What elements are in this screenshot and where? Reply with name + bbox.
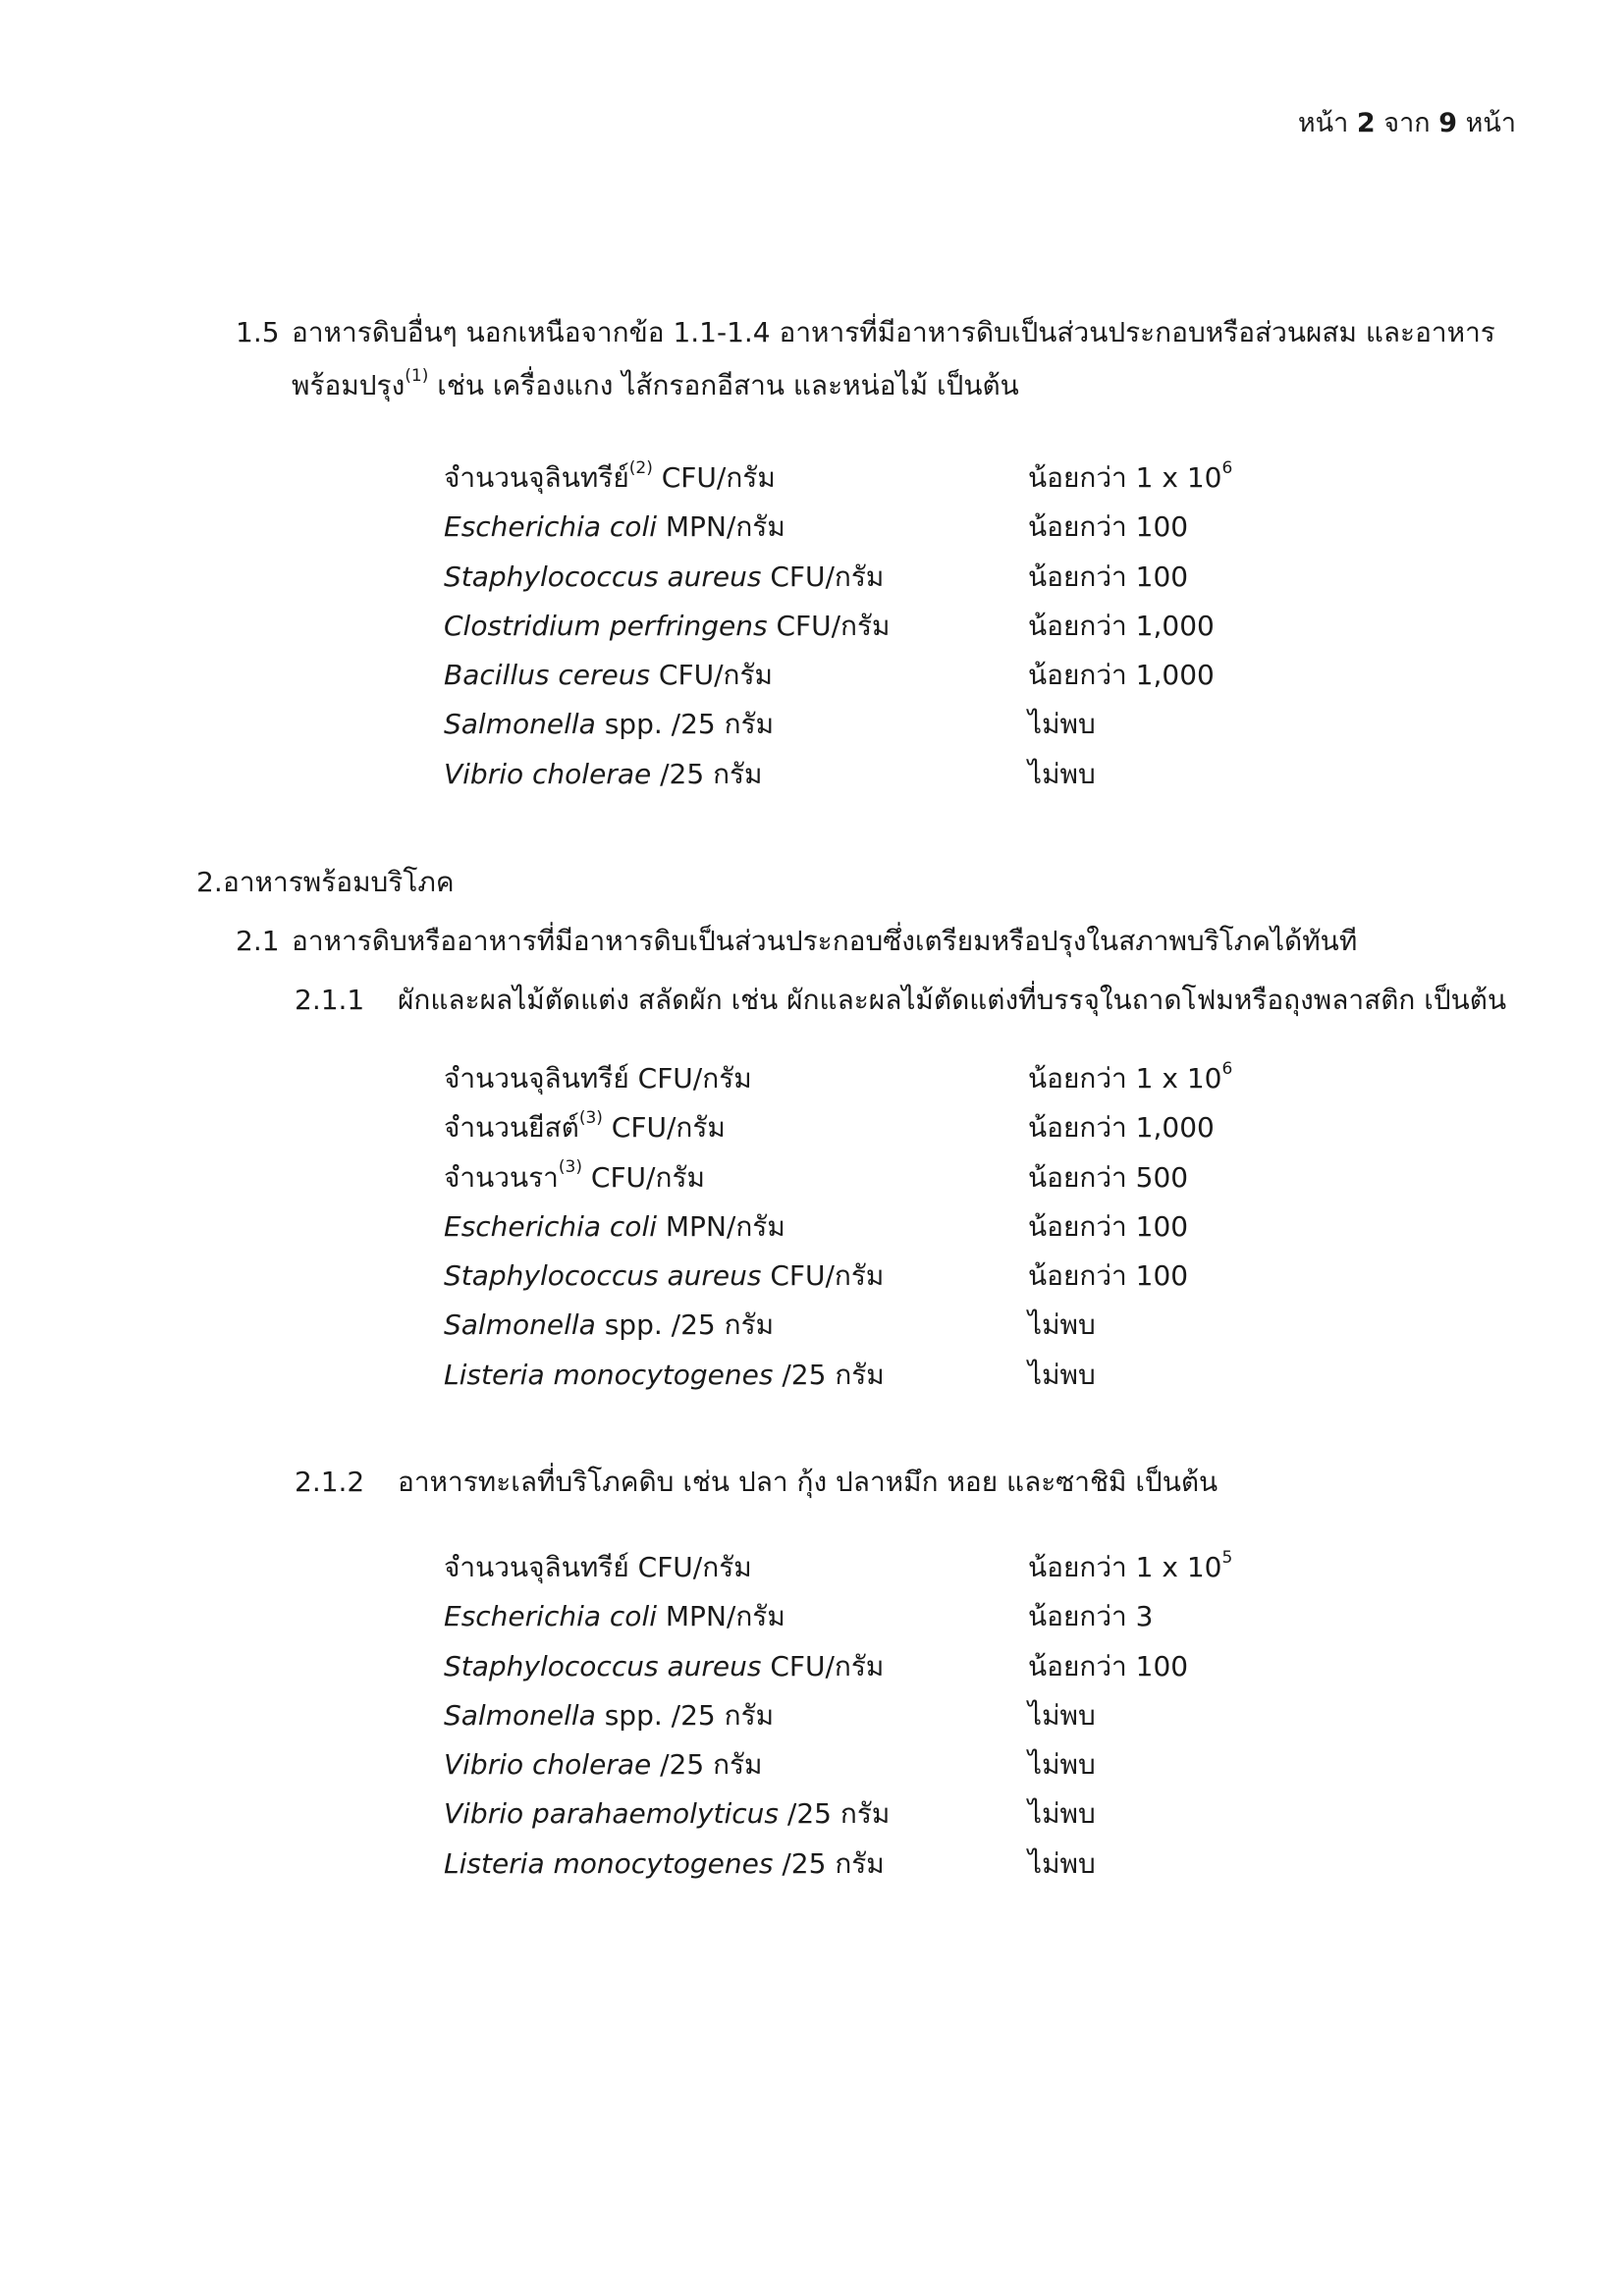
criteria-label xyxy=(444,1840,885,1889)
section-number: 1.5 xyxy=(236,316,280,348)
criteria-row xyxy=(444,1691,1327,1740)
criteria-list-2-1-1 xyxy=(444,1054,1327,1400)
footnote-ref: (3) xyxy=(578,1107,603,1128)
criteria-label xyxy=(444,700,774,749)
criteria-term: จำนวนจุลินทรีย์ xyxy=(444,1062,629,1095)
organism-name: Bacillus cereus xyxy=(444,659,651,692)
criteria-value: ไม่พบ xyxy=(1028,757,1096,790)
criteria-term: จำนวนรา xyxy=(444,1160,559,1194)
organism-name: Listeria monocytogenes xyxy=(444,1846,774,1880)
criteria-unit: CFU/กรัม xyxy=(767,609,891,642)
criteria-row xyxy=(444,1054,1327,1103)
organism-name: Staphylococcus aureus xyxy=(444,1259,762,1293)
section-1-5-heading xyxy=(236,306,1495,359)
criteria-label xyxy=(444,1252,884,1301)
criteria-value: ไม่พบ xyxy=(1028,1797,1096,1831)
criteria-label xyxy=(444,1103,726,1152)
criteria-unit: spp. /25 กรัม xyxy=(595,1698,775,1732)
criteria-label xyxy=(444,1740,763,1789)
criteria-label xyxy=(444,553,884,602)
organism-name: Escherichia coli xyxy=(444,510,657,544)
section-title: อาหารดิบหรืออาหารที่มีอาหารดิบเป็นส่วนประกอบซึ่งเตรียมหรือปรุงในสภาพบริโภคได้ทันที xyxy=(292,925,1358,957)
section-title: ผักและผลไม้ตัดแต่ง สลัดผัก เช่น ผักและผลไม้ตัดแต่งที่บรรจุในถาดโฟมหรือถุงพลาสติก เป็นต้น xyxy=(398,984,1507,1016)
criteria-value: น้อยกว่า 3 xyxy=(1028,1600,1154,1633)
section-text-line2b: เช่น เครื่องแกง ไส้กรอกอีสาน และหน่อไม้ เป็นต้น xyxy=(428,369,1019,401)
section-2-heading xyxy=(196,861,455,904)
organism-name: Vibrio cholerae xyxy=(444,1748,652,1782)
criteria-value: ไม่พบ xyxy=(1028,1846,1096,1880)
criteria-unit: /25 กรัม xyxy=(773,1846,885,1880)
criteria-row xyxy=(444,1351,1327,1400)
criteria-row xyxy=(444,651,1327,700)
criteria-list-2-1-2 xyxy=(444,1543,1327,1889)
section-number: 2.1 xyxy=(236,925,280,957)
criteria-value: ไม่พบ xyxy=(1028,1308,1096,1342)
section-number: 2. xyxy=(196,866,223,898)
criteria-label xyxy=(444,1691,774,1740)
criteria-value: น้อยกว่า 1 x $10^6$ xyxy=(1028,457,1233,494)
criteria-term: จำนวนยีสต์ xyxy=(444,1111,579,1145)
criteria-unit: CFU/กรัม xyxy=(761,1259,885,1293)
criteria-value: ไม่พบ xyxy=(1028,1748,1096,1782)
section-number: 2.1.1 xyxy=(295,984,365,1016)
criteria-unit: MPN/กรัม xyxy=(657,510,785,544)
criteria-unit: CFU/กรัม xyxy=(761,560,885,593)
criteria-value: ไม่พบ xyxy=(1028,708,1096,741)
criteria-value: น้อยกว่า 1,000 xyxy=(1028,609,1215,642)
criteria-value: น้อยกว่า 100 xyxy=(1028,560,1189,593)
criteria-row xyxy=(444,1252,1327,1301)
criteria-label xyxy=(444,1789,890,1839)
criteria-row xyxy=(444,1740,1327,1789)
criteria-row xyxy=(444,553,1327,602)
criteria-row xyxy=(444,750,1327,799)
criteria-row xyxy=(444,1789,1327,1839)
organism-name: Escherichia coli xyxy=(444,1209,657,1243)
exponent: 5 xyxy=(1221,1547,1233,1568)
criteria-term: จำนวนจุลินทรีย์ xyxy=(444,461,629,494)
page-total: 9 xyxy=(1438,108,1457,138)
page-suffix: หน้า xyxy=(1465,108,1516,138)
criteria-unit: CFU/กรัม xyxy=(628,1551,752,1583)
criteria-value: ไม่พบ xyxy=(1028,1358,1096,1391)
criteria-unit: spp. /25 กรัม xyxy=(595,1308,775,1342)
organism-name: Staphylococcus aureus xyxy=(444,1649,762,1682)
organism-name: Listeria monocytogenes xyxy=(444,1358,774,1391)
criteria-row xyxy=(444,700,1327,749)
criteria-value: น้อยกว่า 1 x $10^5$ xyxy=(1028,1547,1233,1583)
criteria-label xyxy=(444,503,785,552)
section-title: อาหารทะเลที่บริโภคดิบ เช่น ปลา กุ้ง ปลาหมึก หอย และซาชิมิ เป็นต้น xyxy=(398,1466,1218,1498)
criteria-label xyxy=(444,1054,752,1103)
section-number: 2.1.2 xyxy=(295,1466,365,1498)
criteria-row xyxy=(444,1153,1327,1202)
criteria-row xyxy=(444,1301,1327,1350)
criteria-unit: CFU/กรัม xyxy=(602,1111,726,1145)
organism-name: Vibrio cholerae xyxy=(444,757,652,790)
criteria-value: น้อยกว่า 100 xyxy=(1028,1209,1189,1243)
criteria-label xyxy=(444,1543,752,1592)
criteria-value: น้อยกว่า 100 xyxy=(1028,1649,1189,1682)
criteria-label xyxy=(444,1642,884,1691)
criteria-unit: CFU/กรัม xyxy=(628,1062,752,1095)
criteria-list-1-5 xyxy=(444,454,1327,799)
criteria-unit: CFU/กรัม xyxy=(761,1649,885,1682)
organism-name: Vibrio parahaemolyticus xyxy=(444,1797,780,1831)
section-title: อาหารพร้อมบริโภค xyxy=(223,866,455,898)
page-prefix: หน้า xyxy=(1297,108,1349,138)
organism-name: Staphylococcus aureus xyxy=(444,560,762,593)
criteria-label xyxy=(444,454,776,503)
criteria-value: น้อยกว่า 500 xyxy=(1028,1160,1189,1194)
exponent: 6 xyxy=(1221,457,1233,478)
section-2-1-2-heading xyxy=(295,1461,1218,1504)
section-2-1-heading xyxy=(236,920,1357,963)
criteria-label xyxy=(444,1592,785,1641)
criteria-value: น้อยกว่า 1 x $10^6$ xyxy=(1028,1058,1233,1095)
criteria-unit: MPN/กรัม xyxy=(657,1600,785,1633)
criteria-unit: /25 กรัม xyxy=(779,1797,891,1831)
criteria-unit: spp. /25 กรัม xyxy=(595,708,775,741)
section-text-line2a: พร้อมปรุง xyxy=(292,369,406,401)
organism-name: Salmonella xyxy=(444,708,596,741)
criteria-value: น้อยกว่า 1,000 xyxy=(1028,659,1215,692)
criteria-value: น้อยกว่า 100 xyxy=(1028,510,1189,544)
criteria-unit: MPN/กรัม xyxy=(657,1209,785,1243)
criteria-row xyxy=(444,1840,1327,1889)
criteria-row xyxy=(444,1642,1327,1691)
criteria-row xyxy=(444,1202,1327,1252)
criteria-row xyxy=(444,454,1327,503)
criteria-label xyxy=(444,651,773,700)
organism-name: Clostridium perfringens xyxy=(444,609,768,642)
criteria-label xyxy=(444,1301,774,1350)
criteria-unit: /25 กรัม xyxy=(651,757,763,790)
criteria-row xyxy=(444,1103,1327,1152)
organism-name: Salmonella xyxy=(444,1308,596,1342)
footnote-ref: (2) xyxy=(628,457,653,478)
page-current: 2 xyxy=(1356,108,1376,138)
criteria-value: ไม่พบ xyxy=(1028,1698,1096,1732)
criteria-value: น้อยกว่า 100 xyxy=(1028,1259,1189,1293)
criteria-unit: CFU/กรัม xyxy=(582,1160,705,1194)
criteria-unit: CFU/กรัม xyxy=(652,461,776,494)
criteria-label xyxy=(444,1351,885,1400)
page-of: จาก xyxy=(1383,108,1431,138)
criteria-row xyxy=(444,602,1327,651)
criteria-row xyxy=(444,1543,1327,1592)
criteria-unit: CFU/กรัม xyxy=(650,659,773,692)
page-number xyxy=(1298,101,1516,143)
organism-name: Salmonella xyxy=(444,1698,596,1732)
criteria-row xyxy=(444,1592,1327,1641)
criteria-label xyxy=(444,1202,785,1252)
criteria-row xyxy=(444,503,1327,552)
section-1-5-line2 xyxy=(292,359,1019,412)
footnote-ref: (3) xyxy=(558,1157,582,1178)
criteria-label xyxy=(444,602,890,651)
criteria-unit: /25 กรัม xyxy=(773,1358,885,1391)
criteria-value: น้อยกว่า 1,000 xyxy=(1028,1111,1215,1145)
criteria-label xyxy=(444,1153,705,1202)
footnote-ref: (1) xyxy=(405,365,429,386)
criteria-label xyxy=(444,750,763,799)
criteria-unit: /25 กรัม xyxy=(651,1748,763,1782)
organism-name: Escherichia coli xyxy=(444,1600,657,1633)
exponent: 6 xyxy=(1221,1058,1233,1079)
section-2-1-1-heading xyxy=(295,979,1506,1022)
criteria-term: จำนวนจุลินทรีย์ xyxy=(444,1551,629,1583)
section-text-line1: อาหารดิบอื่นๆ นอกเหนือจากข้อ 1.1-1.4 อาหารที่มีอาหารดิบเป็นส่วนประกอบหรือส่วนผสม และอาหาร xyxy=(292,316,1495,348)
